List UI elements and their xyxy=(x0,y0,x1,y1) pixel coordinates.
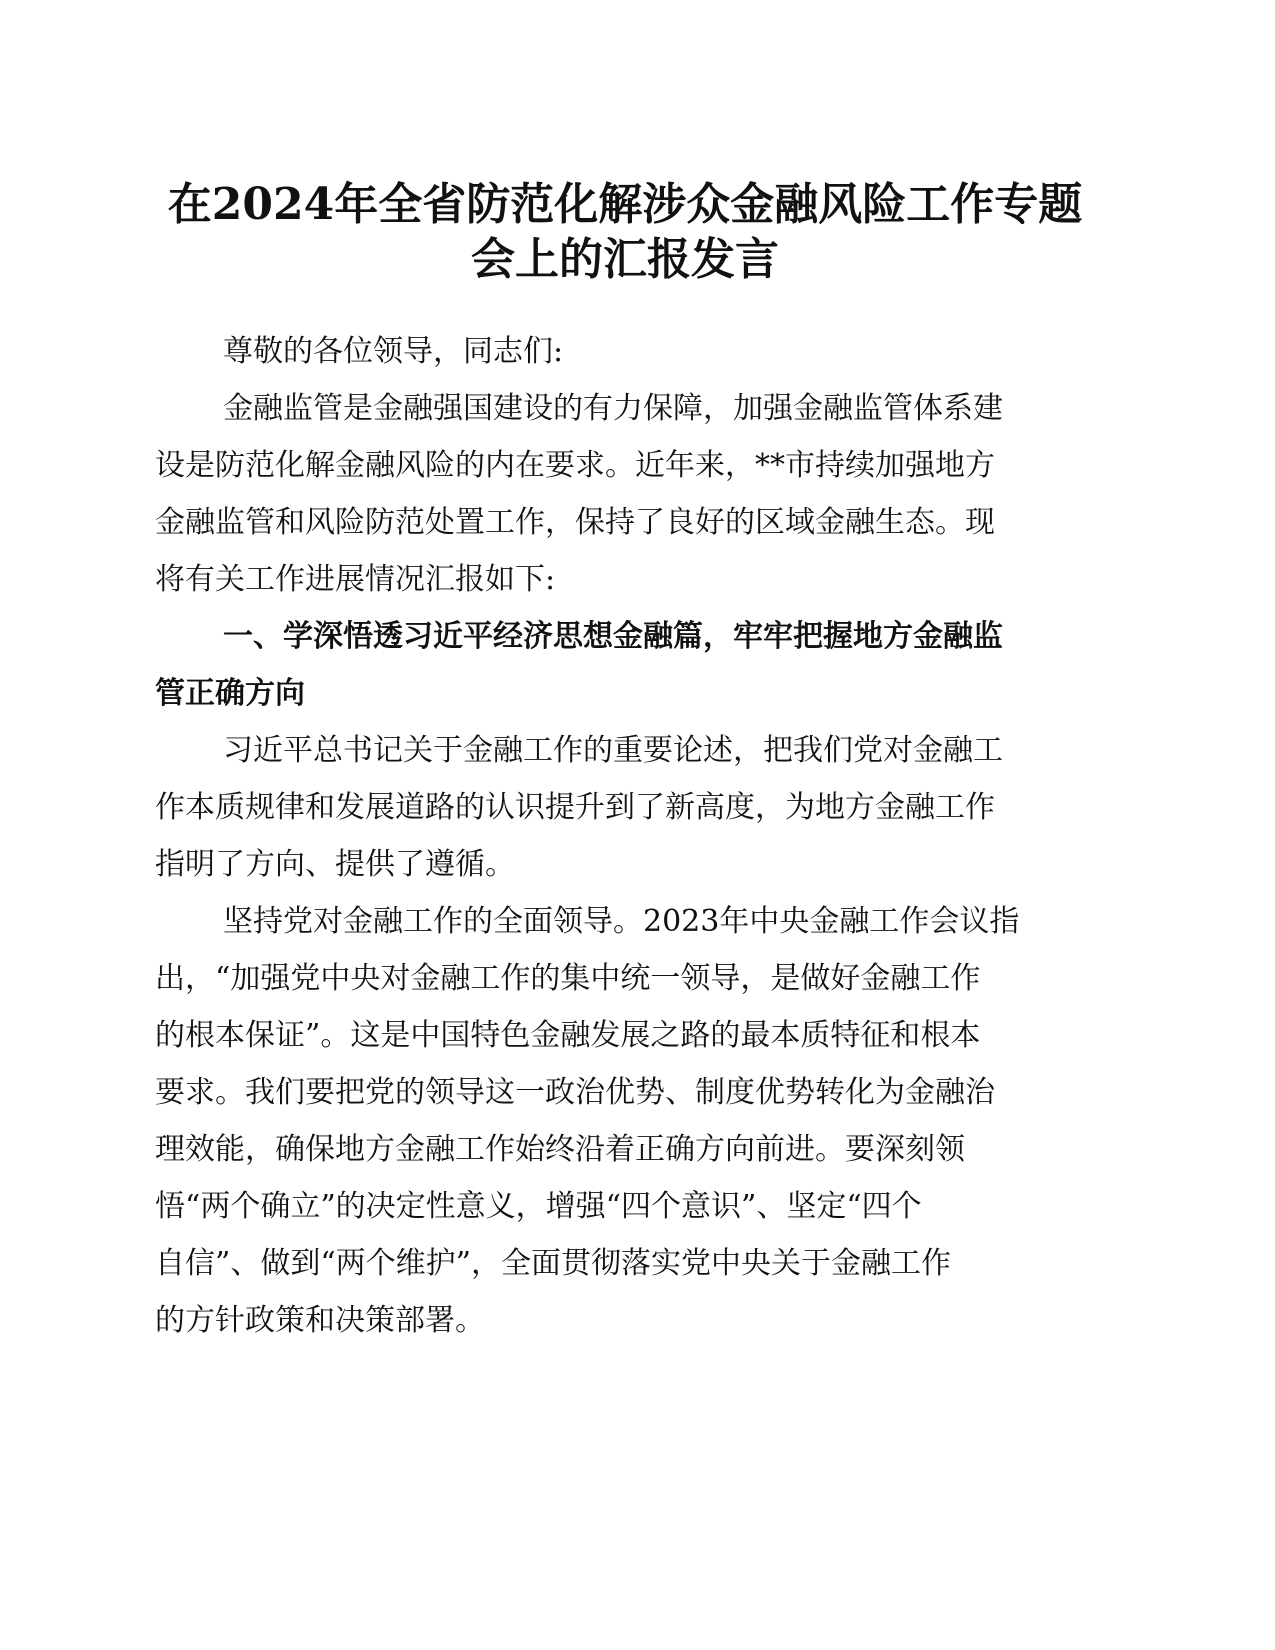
paragraph-line: 习近平总书记关于金融工作的重要论述，把我们党对金融工 xyxy=(223,733,1003,768)
paragraph-line: 作本质规律和发展道路的认识提升到了新高度，为地方金融工作 xyxy=(155,790,995,825)
paragraph-line: 设是防范化解金融风险的内在要求。近年来，**市持续加强地方 xyxy=(155,448,995,483)
title-line-2: 会上的汇报发言 xyxy=(471,234,779,285)
document-title xyxy=(150,177,1100,287)
paragraph-line: 尊敬的各位领导，同志们: xyxy=(223,334,564,369)
section-heading-line: 管正确方向 xyxy=(155,676,305,711)
paragraph-line: 指明了方向、提供了遵循。 xyxy=(155,847,515,882)
paragraph-line: 的方针政策和决策部署。 xyxy=(155,1303,485,1338)
paragraph-line: 金融监管是金融强国建设的有力保障，加强金融监管体系建 xyxy=(223,391,1003,426)
section-heading-line: 一、学深悟透习近平经济思想金融篇，牢牢把握地方金融监 xyxy=(223,619,1003,654)
title-line-1: 在2024年全省防范化解涉众金融风险工作专题 xyxy=(167,179,1083,230)
paragraph-line: 自信”、做到“两个维护”，全面贯彻落实党中央关于金融工作 xyxy=(155,1246,952,1281)
paragraph-line: 的根本保证”。这是中国特色金融发展之路的最本质特征和根本 xyxy=(155,1018,981,1053)
paragraph-line: 出，“加强党中央对金融工作的集中统一领导，是做好金融工作 xyxy=(155,961,981,996)
paragraph-line: 将有关工作进展情况汇报如下: xyxy=(155,562,556,597)
document-body xyxy=(155,323,1093,1349)
paragraph-line: 金融监管和风险防范处置工作，保持了良好的区域金融生态。现 xyxy=(155,505,995,540)
paragraph-line: 要求。我们要把党的领导这一政治优势、制度优势转化为金融治 xyxy=(155,1075,995,1110)
paragraph-line: 理效能，确保地方金融工作始终沿着正确方向前进。要深刻领 xyxy=(155,1132,965,1167)
paragraph-line: 悟“两个确立”的决定性意义，增强“四个意识”、坚定“四个 xyxy=(155,1189,922,1224)
paragraph-line: 坚持党对金融工作的全面领导。2023年中央金融工作会议指 xyxy=(223,904,1020,939)
